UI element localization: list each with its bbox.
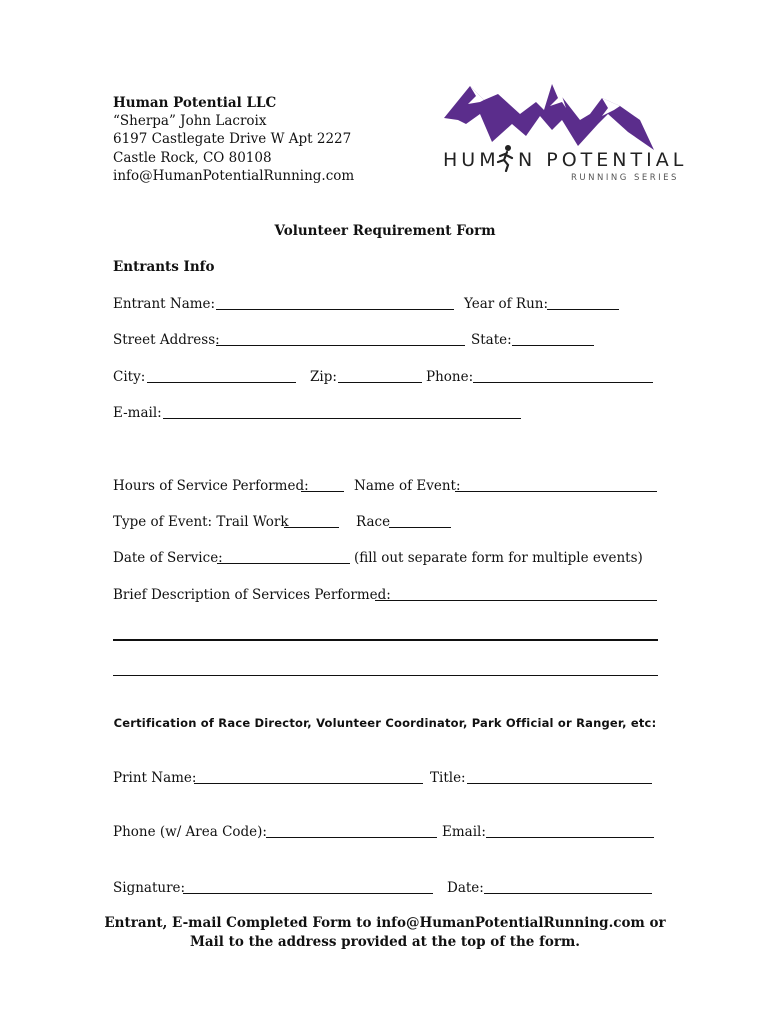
city-field[interactable] (147, 382, 296, 383)
description-label: Brief Description of Services Performed: (113, 587, 391, 603)
logo-wordmark-left: HUM (443, 149, 500, 171)
date-of-service-label: Date of Service: (113, 550, 223, 566)
entrant-name-field[interactable] (216, 309, 454, 310)
contact-name: “Sherpa” John Lacroix (113, 113, 267, 129)
cert-phone-label: Phone (w/ Area Code): (113, 824, 267, 840)
footer-line-2: Mail to the address provided at the top of the form. (189, 934, 581, 950)
mountain-logo-icon (440, 80, 665, 160)
zip-field[interactable] (338, 382, 422, 383)
description-line-3[interactable] (113, 675, 658, 676)
event-type-label: Type of Event: Trail Work (113, 514, 289, 530)
cert-date-field[interactable] (484, 893, 652, 894)
print-name-field[interactable] (194, 783, 423, 784)
race-field[interactable] (389, 527, 451, 528)
section-heading: Entrants Info (113, 259, 215, 275)
phone-label: Phone: (426, 369, 474, 385)
event-name-field[interactable] (455, 491, 657, 492)
logo-tagline: RUNNING SERIES (571, 173, 679, 183)
race-label: Race (356, 514, 391, 530)
cert-date-label: Date: (447, 880, 484, 896)
cert-title-label: Title: (430, 770, 466, 786)
street-address-field[interactable] (216, 345, 465, 346)
signature-field[interactable] (183, 893, 433, 894)
street-address-label: Street Address: (113, 332, 220, 348)
street-address: 6197 Castlegate Drive W Apt 2227 (113, 131, 352, 147)
description-field[interactable] (375, 600, 657, 601)
contact-email: info@HumanPotentialRunning.com (113, 168, 355, 184)
trail-work-field[interactable] (284, 527, 339, 528)
phone-field[interactable] (473, 382, 653, 383)
cert-phone-field[interactable] (266, 837, 437, 838)
signature-label: Signature: (113, 880, 186, 896)
cert-email-field[interactable] (486, 837, 654, 838)
company-name: Human Potential LLC (113, 95, 277, 111)
email-label: E-mail: (113, 405, 162, 421)
city-state-zip: Castle Rock, CO 80108 (113, 150, 272, 166)
email-field[interactable] (163, 418, 521, 419)
city-label: City: (113, 369, 146, 385)
entrant-name-label: Entrant Name: (113, 296, 216, 312)
footer-line-1: Entrant, E-mail Completed Form to info@HumanPotentialRunning.com or (104, 915, 666, 931)
year-of-run-label: Year of Run: (464, 296, 549, 312)
zip-label: Zip: (310, 369, 337, 385)
multiple-events-note: (fill out separate form for multiple events) (354, 550, 643, 566)
runner-icon (494, 144, 518, 172)
description-line-2[interactable] (113, 639, 658, 641)
state-label: State: (471, 332, 512, 348)
print-name-label: Print Name: (113, 770, 197, 786)
hours-label: Hours of Service Performed: (113, 478, 309, 494)
year-of-run-field[interactable] (547, 309, 619, 310)
form-title: Volunteer Requirement Form (274, 223, 496, 239)
hours-field[interactable] (301, 491, 344, 492)
cert-email-label: Email: (442, 824, 486, 840)
state-field[interactable] (512, 345, 594, 346)
certification-heading: Certification of Race Director, Volunteer Coordinator, Park Official or Ranger, etc: (113, 716, 657, 730)
logo-wordmark-right: N POTENTIAL (518, 149, 688, 171)
event-name-label: Name of Event: (354, 478, 461, 494)
cert-title-field[interactable] (467, 783, 652, 784)
date-of-service-field[interactable] (217, 563, 350, 564)
